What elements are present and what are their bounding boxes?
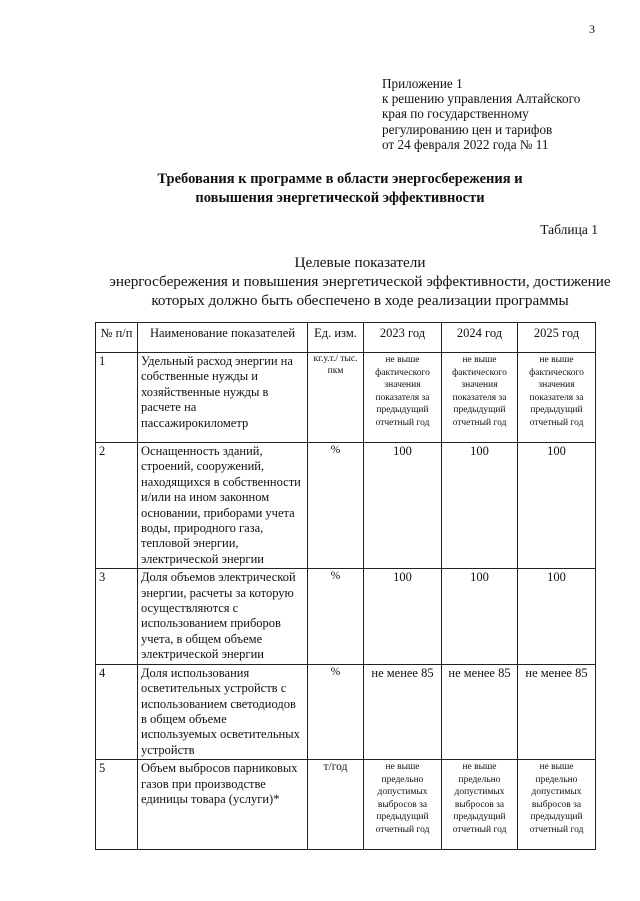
row-value-2025: 100 xyxy=(518,569,596,664)
header-num: № п/п xyxy=(96,323,138,353)
row-name: Доля использования осветительных устройств с использованием светодиодов в общем объеме используемых осветительных устройств xyxy=(138,664,308,759)
table-row xyxy=(96,443,596,569)
header-2023: 2023 год xyxy=(364,323,442,353)
row-name: Удельный расход энергии на собственные нужды и хозяйственные нужды в расчете на пассажирокилометр xyxy=(138,353,308,443)
row-value-2024: не выше предельно допустимых выбросов за предыдущий отчетный год xyxy=(442,760,518,850)
row-num: 2 xyxy=(96,443,138,569)
row-value-2025: 100 xyxy=(518,443,596,569)
appendix-block xyxy=(382,76,612,152)
header-unit: Ед. изм. xyxy=(308,323,364,353)
row-value-2024: не выше фактического значения показателя за предыдущий отчетный год xyxy=(442,353,518,443)
appendix-line: края по государственному xyxy=(382,106,529,122)
document-title xyxy=(40,170,640,208)
table-label: Таблица 1 xyxy=(540,222,598,237)
row-num: 1 xyxy=(96,353,138,443)
appendix-line: от 24 февраля 2022 года № 11 xyxy=(382,136,549,152)
row-value-2023: не выше фактического значения показателя за предыдущий отчетный год xyxy=(364,353,442,443)
header-2025: 2025 год xyxy=(518,323,596,353)
row-unit: % xyxy=(308,443,364,569)
appendix-line: Приложение 1 xyxy=(382,76,463,91)
row-value-2025: не выше фактического значения показателя за предыдущий отчетный год xyxy=(518,353,596,443)
row-unit: % xyxy=(308,664,364,759)
subtitle-line: Целевые показатели xyxy=(294,254,426,271)
title-line: повышения энергетической эффективности xyxy=(195,190,485,206)
title-line: Требования к программе в области энергосбережения и xyxy=(157,171,523,187)
row-unit: т/год xyxy=(308,760,364,850)
row-value-2025: не менее 85 xyxy=(518,664,596,759)
subtitle-line: которых должно быть обеспечено в ходе реализации программы xyxy=(151,292,569,309)
appendix-line: регулированию цен и тарифов xyxy=(382,121,553,137)
table-row xyxy=(96,664,596,759)
header-2024: 2024 год xyxy=(442,323,518,353)
row-value-2023: не выше предельно допустимых выбросов за предыдущий отчетный год xyxy=(364,760,442,850)
subtitle-line: энергосбережения и повышения энергетической эффективности, достижение xyxy=(109,273,611,290)
row-value-2023: 100 xyxy=(364,443,442,569)
row-num: 3 xyxy=(96,569,138,664)
row-value-2023: не менее 85 xyxy=(364,664,442,759)
row-num: 5 xyxy=(96,760,138,850)
row-unit: % xyxy=(308,569,364,664)
header-name: Наименование показателей xyxy=(138,323,308,353)
table-row xyxy=(96,760,596,850)
table-row xyxy=(96,569,596,664)
table-subtitle xyxy=(60,253,640,310)
row-value-2023: 100 xyxy=(364,569,442,664)
row-name: Доля объемов электрической энергии, расчеты за которую осуществляются с использованием приборов учета, в общем объеме электрической энергии xyxy=(138,569,308,664)
indicators-table xyxy=(95,322,596,850)
row-num: 4 xyxy=(96,664,138,759)
row-value-2024: 100 xyxy=(442,569,518,664)
page-number: 3 xyxy=(589,22,595,36)
row-value-2024: 100 xyxy=(442,443,518,569)
table-row xyxy=(96,353,596,443)
row-value-2025: не выше предельно допустимых выбросов за предыдущий отчетный год xyxy=(518,760,596,850)
row-name: Оснащенность зданий, строений, сооружений, находящихся в собственности и/или на ином законном основании, приборами учета воды, природного газа, тепловой энергии, электрической энергии xyxy=(138,443,308,569)
row-value-2024: не менее 85 xyxy=(442,664,518,759)
row-unit: кг.у.т./ тыс. пкм xyxy=(308,353,364,443)
row-name: Объем выбросов парниковых газов при производстве единицы товара (услуги)* xyxy=(138,760,308,850)
appendix-line: к решению управления Алтайского xyxy=(382,91,581,107)
table-header-row xyxy=(96,323,596,353)
